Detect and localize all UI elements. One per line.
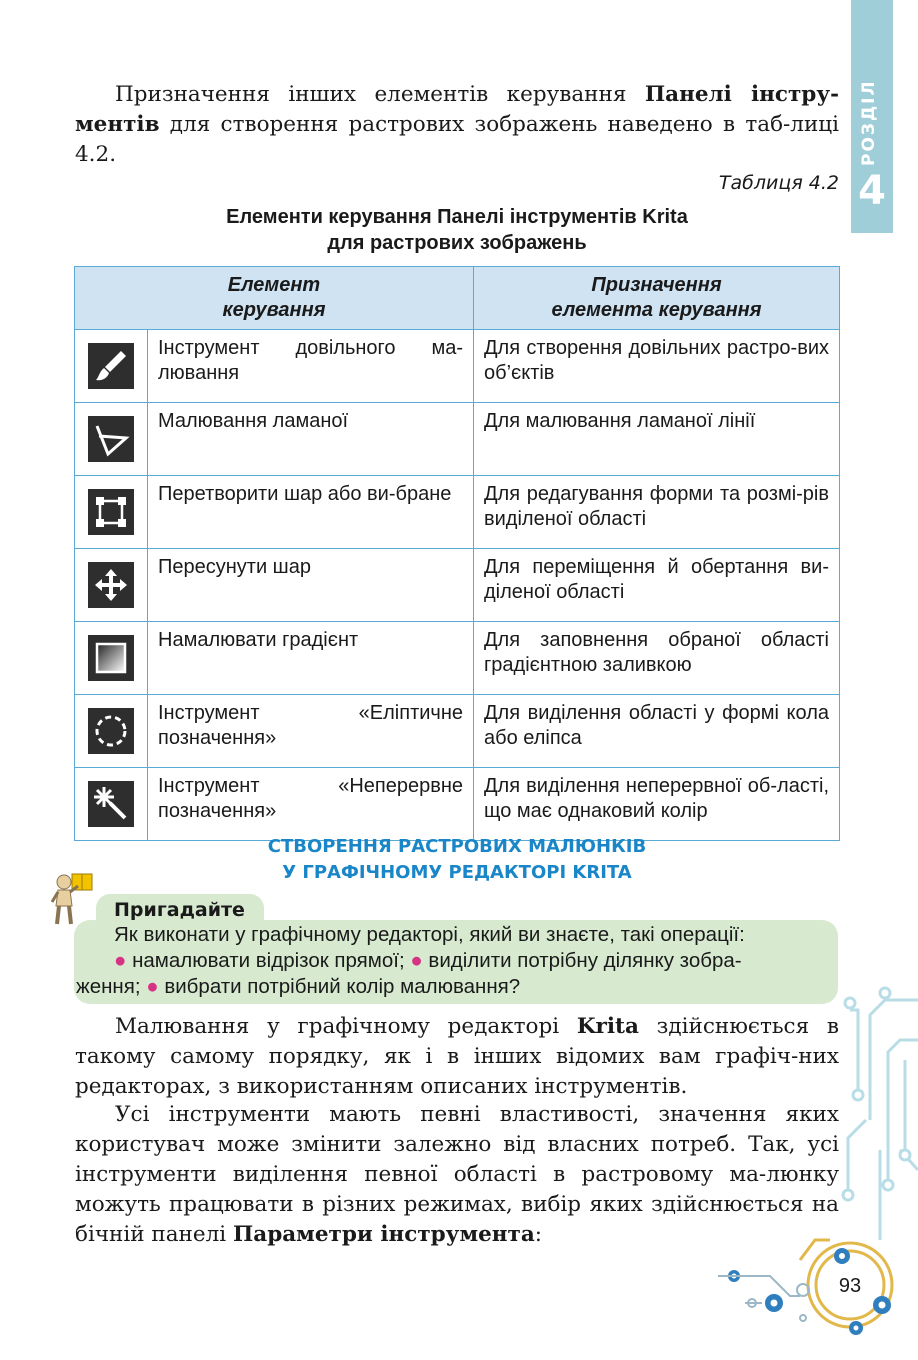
page-number: 93 [838, 1275, 862, 1297]
tool-purpose: Для створення довільних растро-вих об’єктів [474, 330, 840, 403]
bullet: ● [114, 949, 127, 972]
tool-name: Пересунути шар [148, 549, 474, 622]
table-row [75, 622, 840, 695]
table-row [75, 330, 840, 403]
header-purpose: Призначення елемента керування [474, 267, 840, 330]
tool-name: Інструмент «Еліптичне позначення» [148, 695, 474, 768]
tool-purpose: Для заповнення обраної області градієнтною заливкою [474, 622, 840, 695]
paragraph-tools: Усі інструменти мають певні властивості, значення яких користувач може змінити залежно від власних потреб. Так, усі інструменти виділення певної області в растровому ма-люнку можуть працювати в різних режимах, вибір яких здійснюється на бічній панелі Параметри інструмента: [75, 1102, 839, 1247]
tool-purpose: Для виділення області у формі кола або еліпса [474, 695, 840, 768]
table-reference: Таблиця 4.2 [718, 172, 839, 194]
tool-purpose: Для малювання ламаної лінії [474, 403, 840, 476]
chapter-number: 4 [858, 168, 886, 214]
tool-purpose: Для переміщення й обертання ви-діленої області [474, 549, 840, 622]
table-header-row [75, 267, 840, 330]
transform-icon [88, 489, 134, 535]
ellipse-select-icon [88, 708, 134, 754]
section-heading: СТВОРЕННЯ РАСТРОВИХ МАЛЮНКІВ У ГРАФІЧНОМУ РЕДАКТОРІ KRITA [267, 836, 647, 883]
tool-purpose: Для редагування форми та розмі-рів виділеної області [474, 476, 840, 549]
table-row [75, 695, 840, 768]
intro-paragraph: Призначення інших елементів керування Панелі інстру-ментів для створення растрових зображень наведено в таб-лиці 4.2. [75, 82, 840, 167]
gradient-icon [88, 635, 134, 681]
brush-icon [88, 343, 134, 389]
remember-text: Як виконати у графічному редакторі, який ви знаєте, такі операції: ● намалювати відрізок прямої; ● виділити потрібну ділянку зобра- ження; ● вибрати потрібний колір малювання? [76, 923, 745, 998]
tool-name: Інструмент «Неперервне позначення» [148, 768, 474, 841]
table-title: Елементи керування Панелі інструментів Krita для растрових зображень [226, 206, 688, 254]
table-row [75, 403, 840, 476]
chapter-label: РОЗДІЛ [859, 79, 879, 166]
paragraph-krita: Малювання у графічному редакторі Krita здійснюється в такому самому порядку, як і в інших відомих вам графіч-них редакторах, з використанням описаних інструментів. [75, 1014, 840, 1099]
table-row [75, 768, 840, 841]
bullet: ● [146, 975, 159, 998]
tool-name: Малювання ламаної [148, 403, 474, 476]
bullet: ● [410, 949, 423, 972]
reading-figure-icon [48, 872, 94, 926]
magic-wand-icon [88, 781, 134, 827]
chapter-tab [851, 0, 893, 233]
polyline-icon [88, 416, 134, 462]
tool-purpose: Для виділення неперервної об-ласті, що має однаковий колір [474, 768, 840, 841]
remember-title: Пригадайте [96, 894, 264, 926]
tools-table [74, 266, 840, 841]
tool-name: Перетворити шар або ви-бране [148, 476, 474, 549]
tool-name: Інструмент довільного ма-лювання [148, 330, 474, 403]
move-icon [88, 562, 134, 608]
table-row [75, 476, 840, 549]
table-row [75, 549, 840, 622]
tool-name: Намалювати градієнт [148, 622, 474, 695]
header-element: Елемент керування [75, 267, 474, 330]
